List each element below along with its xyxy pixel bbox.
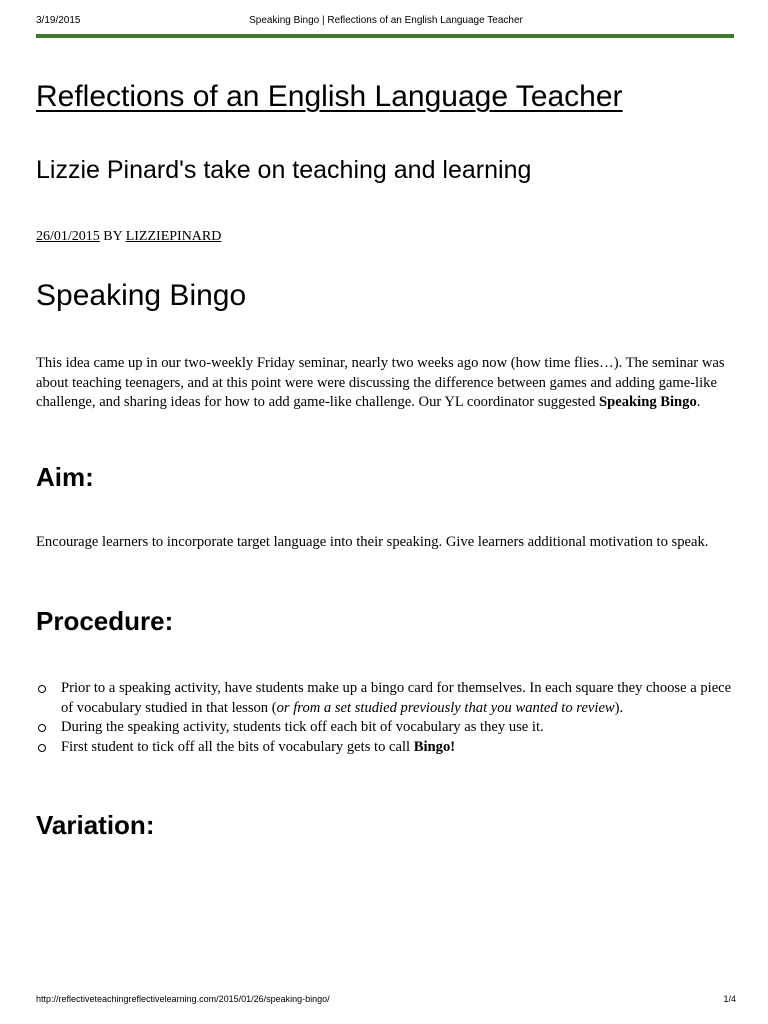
- procedure-text: First student to tick off all the bits of vocabulary gets to call: [61, 738, 414, 755]
- by-label: BY: [103, 229, 123, 244]
- variation-heading: Variation:: [36, 810, 155, 840]
- print-footer: [36, 994, 736, 1008]
- procedure-text: During the speaking activity, students tick off each bit of vocabulary as they use it.: [61, 719, 544, 735]
- page-number: 1/4: [723, 994, 736, 1004]
- intro-bold: Speaking Bingo: [599, 394, 697, 410]
- page-url: http://reflectiveteachingreflectivelearning.com/2015/01/26/speaking-bingo/: [36, 994, 330, 1004]
- intro-paragraph: [36, 354, 736, 413]
- procedure-heading: Procedure:: [36, 606, 174, 636]
- main-content: [36, 78, 736, 841]
- author-link[interactable]: LIZZIEPINARD: [125, 229, 222, 244]
- print-page-title: Speaking Bingo | Reflections of an English Language Teacher: [249, 15, 523, 26]
- list-item: [36, 679, 736, 718]
- procedure-text: Prior to a speaking activity, have students make up a bingo card for themselves. In each square they choose a piece of vocabulary studied in that lesson (: [61, 680, 732, 716]
- header-rule: [36, 34, 734, 38]
- aim-heading: Aim:: [36, 461, 94, 492]
- site-tagline: Lizzie Pinard's take on teaching and learning: [36, 156, 532, 184]
- aim-paragraph: Encourage learners to incorporate target language into their speaking. Give learners additional motivation to speak.: [36, 533, 709, 550]
- list-item: [36, 718, 736, 738]
- post-meta: [36, 228, 736, 246]
- print-date: 3/19/2015: [36, 15, 81, 26]
- list-item: [36, 738, 736, 758]
- print-header: [36, 15, 736, 29]
- site-title-link[interactable]: Reflections of an English Language Teacher: [36, 80, 623, 113]
- procedure-bold: Bingo!: [413, 738, 456, 755]
- intro-text: This idea came up in our two-weekly Friday seminar, nearly two weeks ago now (how time flies…). The seminar was about teaching teenagers, and at this point were were discussing the difference between games and adding game-like challenge, and sharing ideas for how to add game-like challenge. Our YL coordinator suggested: [36, 355, 725, 410]
- procedure-italic: or from a set studied previously that you wanted to review: [276, 699, 615, 716]
- circle-bullet-icon: [38, 724, 46, 732]
- procedure-list: [36, 679, 736, 757]
- circle-bullet-icon: [38, 685, 46, 693]
- post-date-link[interactable]: 26/01/2015: [36, 229, 100, 244]
- circle-bullet-icon: [38, 744, 46, 752]
- post-title: Speaking Bingo: [36, 279, 247, 312]
- intro-end: .: [696, 394, 701, 410]
- procedure-end: ).: [614, 699, 624, 716]
